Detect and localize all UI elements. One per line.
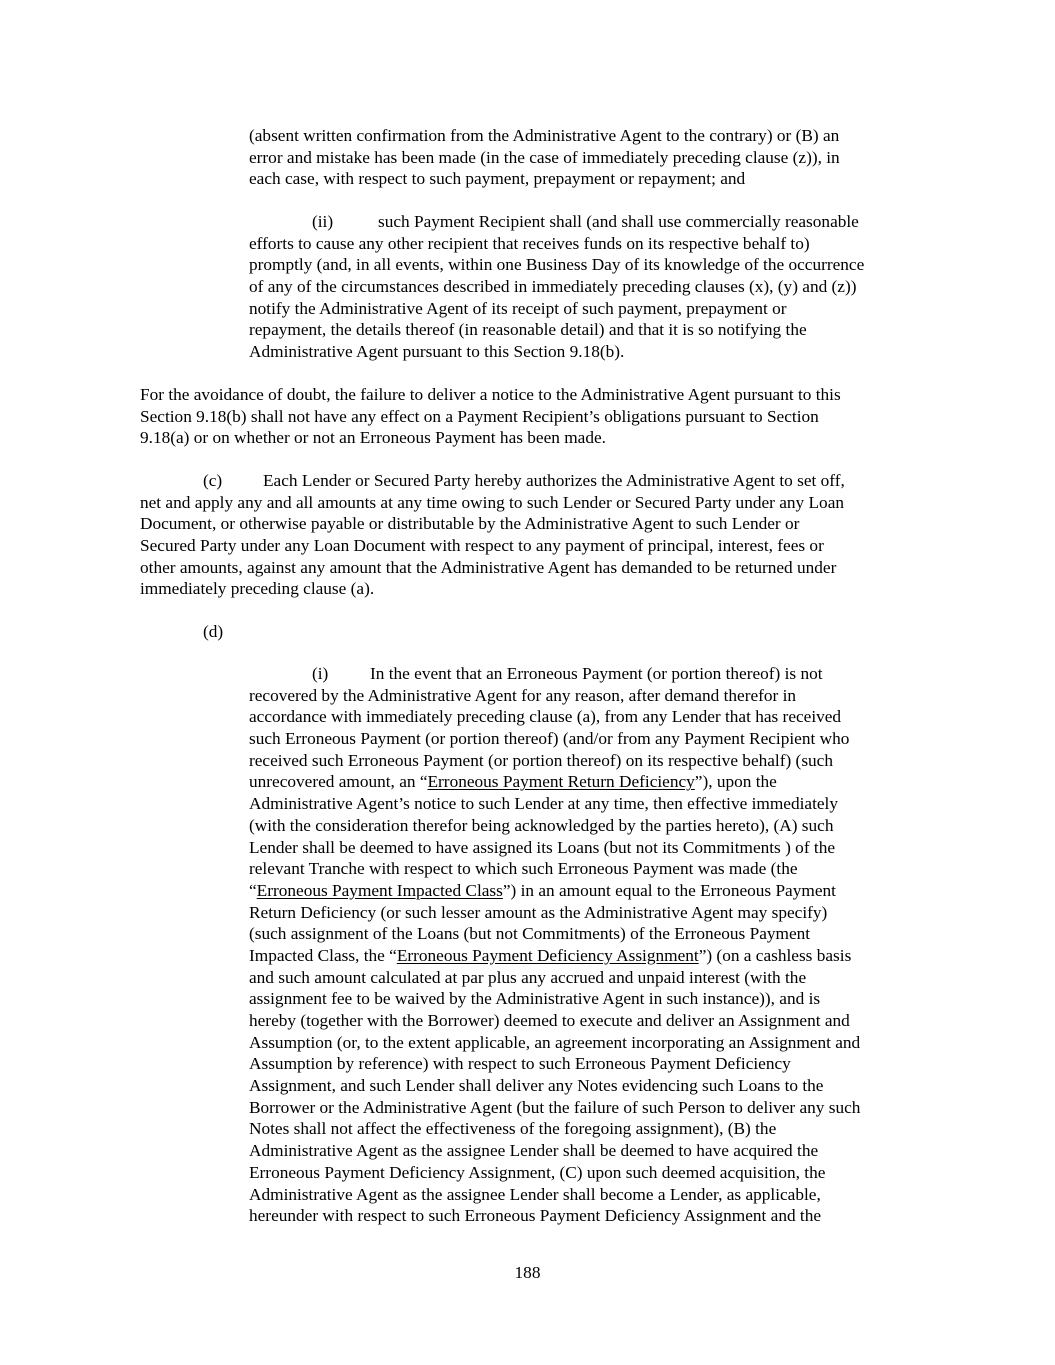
text-line: unrecovered amount, an “Erroneous Payment Return Deficiency”), upon the bbox=[249, 772, 777, 792]
text-line: such Payment Recipient shall (and shall use commercially reasonable bbox=[378, 212, 859, 231]
text-line: repayment, the details thereof (in reasonable detail) and that it is so notifying the bbox=[249, 320, 807, 340]
text-line: Return Deficiency (or such lesser amount as the Administrative Agent may specify) bbox=[249, 902, 828, 922]
text-line: each case, with respect to such payment, prepayment or repayment; and bbox=[249, 169, 746, 189]
defined-term: Erroneous Payment Impacted Class bbox=[256, 880, 503, 900]
text-line: hereby (together with the Borrower) deemed to execute and deliver an Assignment and bbox=[249, 1011, 850, 1030]
paragraph-avoidance-of-doubt bbox=[140, 384, 841, 449]
text-line: (absent written confirmation from the Administrative Agent to the contrary) or (B) an bbox=[249, 126, 840, 145]
text-line: notify the Administrative Agent of its receipt of such payment, prepayment or bbox=[249, 298, 787, 318]
clause-d-label bbox=[203, 621, 223, 643]
clause-c bbox=[140, 470, 845, 600]
text-line: Impacted Class, the “Erroneous Payment Deficiency Assignment”) (on a cashless basis bbox=[249, 945, 852, 965]
text-line: such Erroneous Payment (or portion thereof) (and/or from any Payment Recipient who bbox=[249, 729, 850, 749]
text-line: recovered by the Administrative Agent for any reason, after demand therefor in bbox=[249, 685, 797, 705]
text-line: other amounts, against any amount that the Administrative Agent has demanded to be returned under bbox=[140, 557, 837, 577]
defined-term: Erroneous Payment Return Deficiency bbox=[427, 772, 695, 792]
text-line: accordance with immediately preceding clause (a), from any Lender that has received bbox=[249, 707, 842, 727]
text-line: Section 9.18(b) shall not have any effect on a Payment Recipient’s obligations pursuant to Section bbox=[140, 406, 819, 426]
text-line: of any of the circumstances described in immediately preceding clauses (x), (y) and (z)) bbox=[249, 277, 857, 297]
text-line: error and mistake has been made (in the case of immediately preceding clause (z)), in bbox=[249, 147, 840, 167]
text-line: Administrative Agent as the assignee Lender shall become a Lender, as applicable, bbox=[249, 1184, 821, 1204]
text-line: Assumption by reference) with respect to such Erroneous Payment Deficiency bbox=[249, 1054, 791, 1074]
text-line: received such Erroneous Payment (or portion thereof) on its respective behalf) (such bbox=[249, 750, 833, 770]
clause-d-i bbox=[249, 663, 860, 1227]
text-line: Borrower or the Administrative Agent (but the failure of such Person to deliver any such bbox=[249, 1097, 861, 1117]
text-line: Secured Party under any Loan Document with respect to any payment of principal, interest, fees or bbox=[140, 536, 824, 556]
text-line: (such assignment of the Loans (but not Commitments) of the Erroneous Payment bbox=[249, 924, 811, 944]
text-line: relevant Tranche with respect to which such Erroneous Payment was made (the bbox=[249, 859, 798, 879]
page-number: 188 bbox=[514, 1263, 541, 1282]
text-line: Administrative Agent pursuant to this Section 9.18(b). bbox=[249, 342, 625, 362]
text-line: Erroneous Payment Deficiency Assignment, (C) upon such deemed acquisition, the bbox=[249, 1162, 826, 1182]
text-line: Assumption (or, to the extent applicable, an agreement incorporating an Assignment and bbox=[249, 1032, 861, 1052]
text-line: 9.18(a) or on whether or not an Erroneous Payment has been made. bbox=[140, 428, 606, 448]
paragraph-continuation bbox=[249, 125, 840, 190]
text-line: (with the consideration therefor being acknowledged by the parties hereto), (A) such bbox=[249, 815, 834, 835]
text-line: promptly (and, in all events, within one Business Day of its knowledge of the occurrence bbox=[249, 255, 865, 275]
text-line: immediately preceding clause (a). bbox=[140, 579, 375, 599]
text-line: efforts to cause any other recipient that receives funds on its respective behalf to) bbox=[249, 233, 810, 253]
text-line: Notes shall not affect the effectiveness of the foregoing assignment), (B) the bbox=[249, 1119, 777, 1139]
text-line: and such amount calculated at par plus any accrued and unpaid interest (with the bbox=[249, 967, 807, 987]
text-line: Document, or otherwise payable or distributable by the Administrative Agent to such Lender or bbox=[140, 514, 800, 534]
clause-label: (c) bbox=[203, 471, 223, 490]
clause-label: (d) bbox=[203, 622, 224, 641]
text-line: assignment fee to be waived by the Administrative Agent in such instance)), and is bbox=[249, 989, 821, 1009]
text-line: Administrative Agent as the assignee Lender shall be deemed to have acquired the bbox=[249, 1141, 819, 1161]
text-line: net and apply any and all amounts at any time owing to such Lender or Secured Party under any Loan bbox=[140, 492, 845, 512]
clause-ii bbox=[249, 211, 864, 363]
clause-label: (ii) bbox=[312, 212, 334, 231]
text-line: In the event that an Erroneous Payment (or portion thereof) is not bbox=[370, 664, 823, 683]
text-line: For the avoidance of doubt, the failure to deliver a notice to the Administrative Agent pursuant to this bbox=[140, 385, 841, 404]
text-line: Assignment, and such Lender shall deliver any Notes evidencing such Loans to the bbox=[249, 1076, 824, 1096]
text-line: Each Lender or Secured Party hereby authorizes the Administrative Agent to set off, bbox=[263, 471, 845, 490]
text-line: Administrative Agent’s notice to such Lender at any time, then effective immediately bbox=[249, 794, 838, 814]
defined-term: Erroneous Payment Deficiency Assignment bbox=[396, 945, 699, 965]
text-line: “Erroneous Payment Impacted Class”) in an amount equal to the Erroneous Payment bbox=[249, 880, 836, 900]
clause-label: (i) bbox=[312, 664, 329, 683]
text-line: hereunder with respect to such Erroneous Payment Deficiency Assignment and the bbox=[249, 1206, 822, 1226]
text-line: Lender shall be deemed to have assigned its Loans (but not its Commitments ) of the bbox=[249, 837, 836, 857]
